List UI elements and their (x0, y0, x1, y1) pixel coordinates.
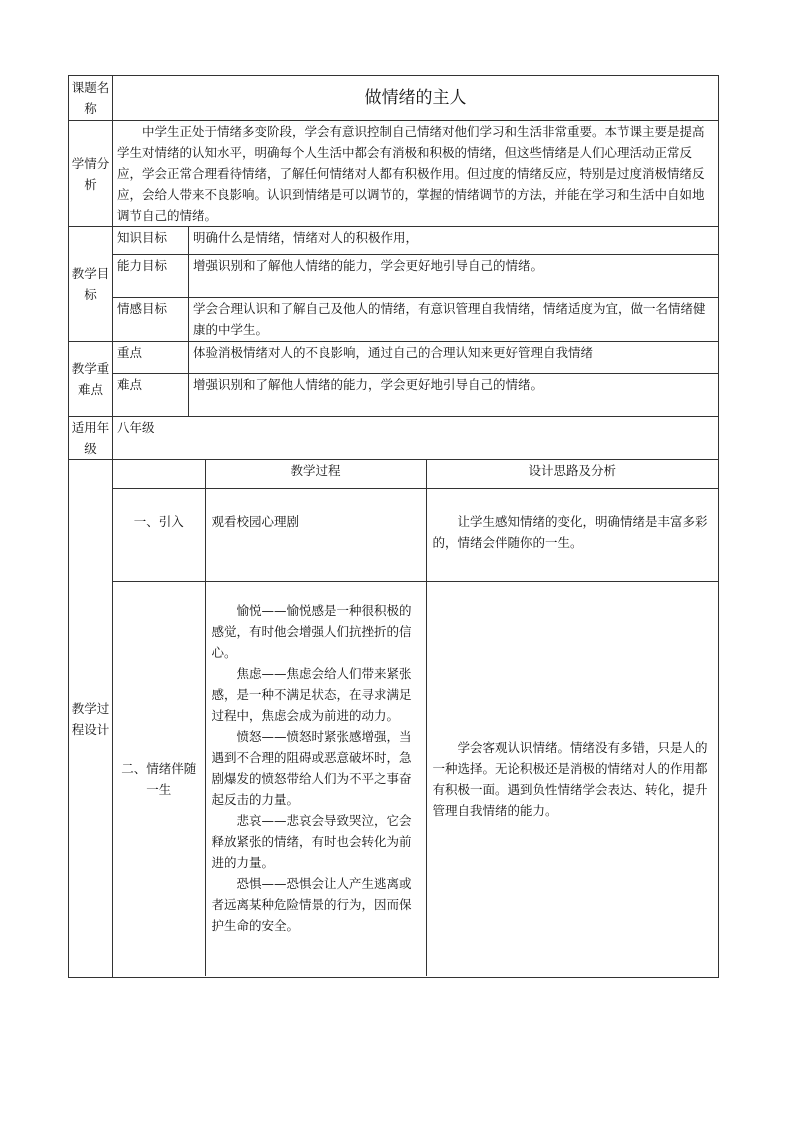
process-label: 教学过程设计 (69, 460, 113, 978)
goal-text-knowledge: 明确什么是情绪，情绪对人的积极作用， (189, 227, 719, 255)
col-header-design: 设计思路及分析 (426, 460, 718, 488)
design-intro: 让学生感知情绪的变化，明确情绪是丰富多彩的，情绪会伴随你的一生。 (426, 488, 718, 581)
goal-name-emotion: 情感目标 (113, 298, 189, 342)
grade-label: 适用年级 (69, 417, 113, 460)
emotion-sadness: 悲哀——悲哀会导致哭泣，它会释放紧张的情绪，有时也会转化为前进的力量。 (211, 812, 412, 870)
table-row (113, 488, 718, 581)
stage-intro: 一、引入 (113, 488, 205, 581)
process-table (113, 460, 718, 976)
lesson-title: 做情绪的主人 (113, 76, 719, 121)
emotion-anxiety: 焦虑——焦虑会给人们带来紧张感，是一种不满足状态，在寻求满足过程中，焦虑会成为前进的动力。 (211, 665, 412, 723)
stage-emotions: 二、情绪伴随一生 (113, 581, 205, 976)
table-row (113, 581, 718, 976)
goal-text-emotion: 学会合理认识和了解自己及他人的情绪，有意识管理自我情绪，情绪适度为宜，做一名情绪健康的中学生。 (189, 298, 719, 342)
goal-text-ability: 增强识别和了解他人情绪的能力，学会更好地引导自己的情绪。 (189, 255, 719, 298)
goal-name-ability: 能力目标 (113, 255, 189, 298)
content-intro: 观看校园心理剧 (205, 488, 426, 581)
analysis-label: 学情分析 (69, 121, 113, 227)
emotion-anger: 愤怒——愤怒时紧张感增强，当遇到不合理的阻碍或恶意破坏时，急剧爆发的愤怒带给人们为不平之事奋起反击的力量。 (211, 728, 412, 807)
emotion-joy: 愉悦——愉悦感是一种很积极的感觉，有时他会增强人们抗挫折的信心。 (211, 602, 412, 660)
keypoint-name-key: 重点 (113, 342, 189, 374)
design-emotions: 学会客观认识情绪。情绪没有多错，只是人的一种选择。无论积极还是消极的情绪对人的作用都有积极一面。遇到负性情绪学会表达、转化，提升管理自我情绪的能力。 (426, 581, 718, 976)
keypoint-name-difficulty: 难点 (113, 374, 189, 417)
content-emotions (205, 581, 426, 976)
keypoint-text-key: 体验消极情绪对人的不良影响，通过自己的合理认知来更好管理自我情绪 (189, 342, 719, 374)
emotion-fear: 恐惧——恐惧会让人产生逃离或者远离某种危险情景的行为，因而保护生命的安全。 (211, 875, 412, 933)
process-cell (113, 460, 719, 978)
goal-name-knowledge: 知识目标 (113, 227, 189, 255)
grade-value: 八年级 (113, 417, 719, 460)
keypoint-text-difficulty: 增强识别和了解他人情绪的能力，学会更好地引导自己的情绪。 (189, 374, 719, 417)
keypoints-label: 教学重难点 (69, 342, 113, 417)
goals-label: 教学目标 (69, 227, 113, 342)
analysis-text: 中学生正处于情绪多变阶段，学会有意识控制自己情绪对他们学习和生活非常重要。本节课主要是提高学生对情绪的认知水平，明确每个人生活中都会有消极和积极的情绪，但这些情绪是人们心理活动正常反应，学会正常合理看待情绪，了解任何情绪对人都有积极作用。但过度的情绪反应，特别是过度消极情绪反应，会给人带来不良影响。认识到情绪是可以调节的，掌握的情绪调节的方法，并能在学习和生活中自如地调节自己的情绪。 (113, 121, 719, 227)
topic-label: 课题名称 (69, 76, 113, 121)
lesson-plan-table (68, 75, 719, 978)
col-header-process: 教学过程 (205, 460, 426, 488)
